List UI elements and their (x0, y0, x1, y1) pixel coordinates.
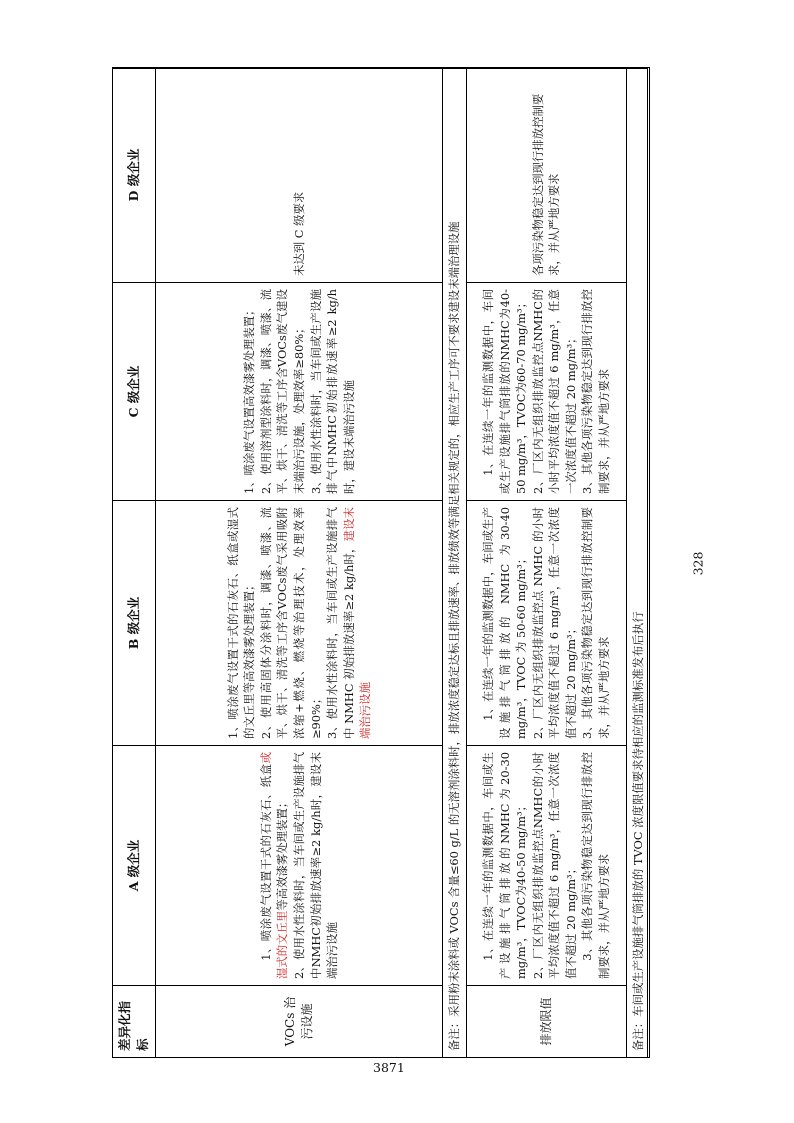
vocs-a-p1: 1、喷涂废气设置干式的石灰石、纸盒或湿式的文丘里等高效漆雾处理装置； (258, 752, 290, 979)
limit-b-p3: 3、其他各项污染物稳定达到现行排放控制要求，并从严地方要求 (580, 507, 611, 739)
limit-b-p2: 2、厂区内无组织排放监控点 NMHC 的小时平均浓度值不超过 6 mg/m³，任意一次浓度值不超过 20 mg/m³； (530, 507, 578, 739)
vocs-c-p2: 2、使用溶剂型涂料时，调漆、喷漆、流平、烘干、清洗等工序含VOCs废气建设末端治污设施，处理效率≥80%； (258, 289, 306, 494)
table-row-vocs (156, 68, 443, 1058)
limit-c-p1: 1、在连续一年的监测数据中，车间或生产设施排气筒排放的NMHC为40-50 mg/m³，TVOC为60-70 mg/m³； (481, 289, 529, 494)
vocs-b-p1: 1、喷涂废气设置干式的石灰石、纸盒或湿式的文丘里等高效漆雾处理装置； (225, 507, 257, 739)
limit-a-p3: 3、其他各项污染物稳定达到现行排放控制要求，并从严地方要求 (580, 752, 611, 979)
vocs-b-p3: 3、使用水性涂料时，当车间或生产设施排气中 NMHC 初始排放速率≥2 kg/h时，建设末端治污设施 (325, 507, 373, 739)
vocs-b-p2: 2、使用高固体分涂料时，调漆、喷漆、流平、烘干、清洗等工序含VOCs废气采用吸附浓缩+燃烧、燃烧等治理技术，处理效率≥90%； (258, 507, 323, 739)
table-row-emission-limit (466, 68, 626, 1058)
note-1: 备注：采用粉末涂料或 VOCs 含量≤60 g/L 的无溶剂涂料时，排放浓度稳定达标且排放速率、排放绩效等满足相关规定的，相应生产工序可不要求建设末端治理设施 (443, 68, 467, 1058)
header-grade-a: A 级企业 (113, 746, 156, 986)
page-number-side: 328 (690, 551, 706, 576)
cell-vocs-d: 未达到 C 级要求 (156, 68, 443, 283)
cell-vocs-a (156, 746, 443, 986)
cell-limit-d: 各项污染物稳定达到现行排放控制要求，并从严地方要求 (466, 68, 626, 283)
page-number-bottom: 3871 (373, 1060, 405, 1075)
limit-c-p2: 2、厂区内无组织排放监控点NMHC的小时平均浓度值不超过 6 mg/m³，任意一次浓度值不超过 20 mg/m³； (530, 289, 578, 494)
header-grade-c: C 级企业 (113, 283, 156, 501)
cell-limit-b (466, 501, 626, 746)
cell-vocs-c (156, 283, 443, 501)
limit-a-p2: 2、厂区内无组织排放监控点NMHC的小时平均浓度值不超过 6 mg/m³，任意一次浓度值不超过 20 mg/m³； (530, 752, 578, 979)
header-indicator: 差异化指标 (113, 986, 156, 1058)
table-note-row-1 (443, 68, 467, 1058)
cell-limit-a (466, 746, 626, 986)
rotated-table-stage (112, 68, 648, 1058)
header-grade-d: D 级企业 (113, 68, 156, 283)
table-header-row (113, 68, 156, 1058)
cell-limit-c (466, 283, 626, 501)
limit-a-p1: 1、在连续一年的监测数据中，车间或生产设施排气筒排放的NMHC为20-30 mg/m³，TVOC为40-50 mg/m³； (481, 752, 529, 979)
vocs-c-p3: 3、使用水性涂料时，当车间或生产设施排气中NMHC初始排放速率≥2 kg/h时，建设末端治污设施 (308, 289, 356, 494)
vocs-a-p2: 2、使用水性涂料时，当车间或生产设施排气中NMHC初始排放速率≥2 kg/h时，建设末端治污设施 (291, 752, 340, 979)
vocs-c-p1: 1、喷涂废气设置高效漆雾处理装置； (242, 304, 257, 494)
limit-c-p3: 3、其他各项污染物稳定达到现行排放控制要求，并从严地方要求 (580, 289, 611, 494)
row-label-emission-limit: 排放限值 (466, 986, 626, 1058)
row-label-vocs: VOCs 治污设施 (156, 986, 443, 1058)
table-note-row-2 (626, 68, 650, 1058)
cell-vocs-b (156, 501, 443, 746)
limit-b-p1: 1、在连续一年的监测数据中，车间或生产设施排气筒排放的 NMHC 为30-40 mg/m³，TVOC 为 50-60 mg/m³； (481, 507, 529, 739)
note-2: 备注：车间或生产设施排气筒排放的 TVOC 浓度限值要求待相应的监测标准发布后执行 (626, 68, 650, 1058)
differentiation-indicator-table (112, 67, 650, 1058)
header-grade-b: B 级企业 (113, 501, 156, 746)
